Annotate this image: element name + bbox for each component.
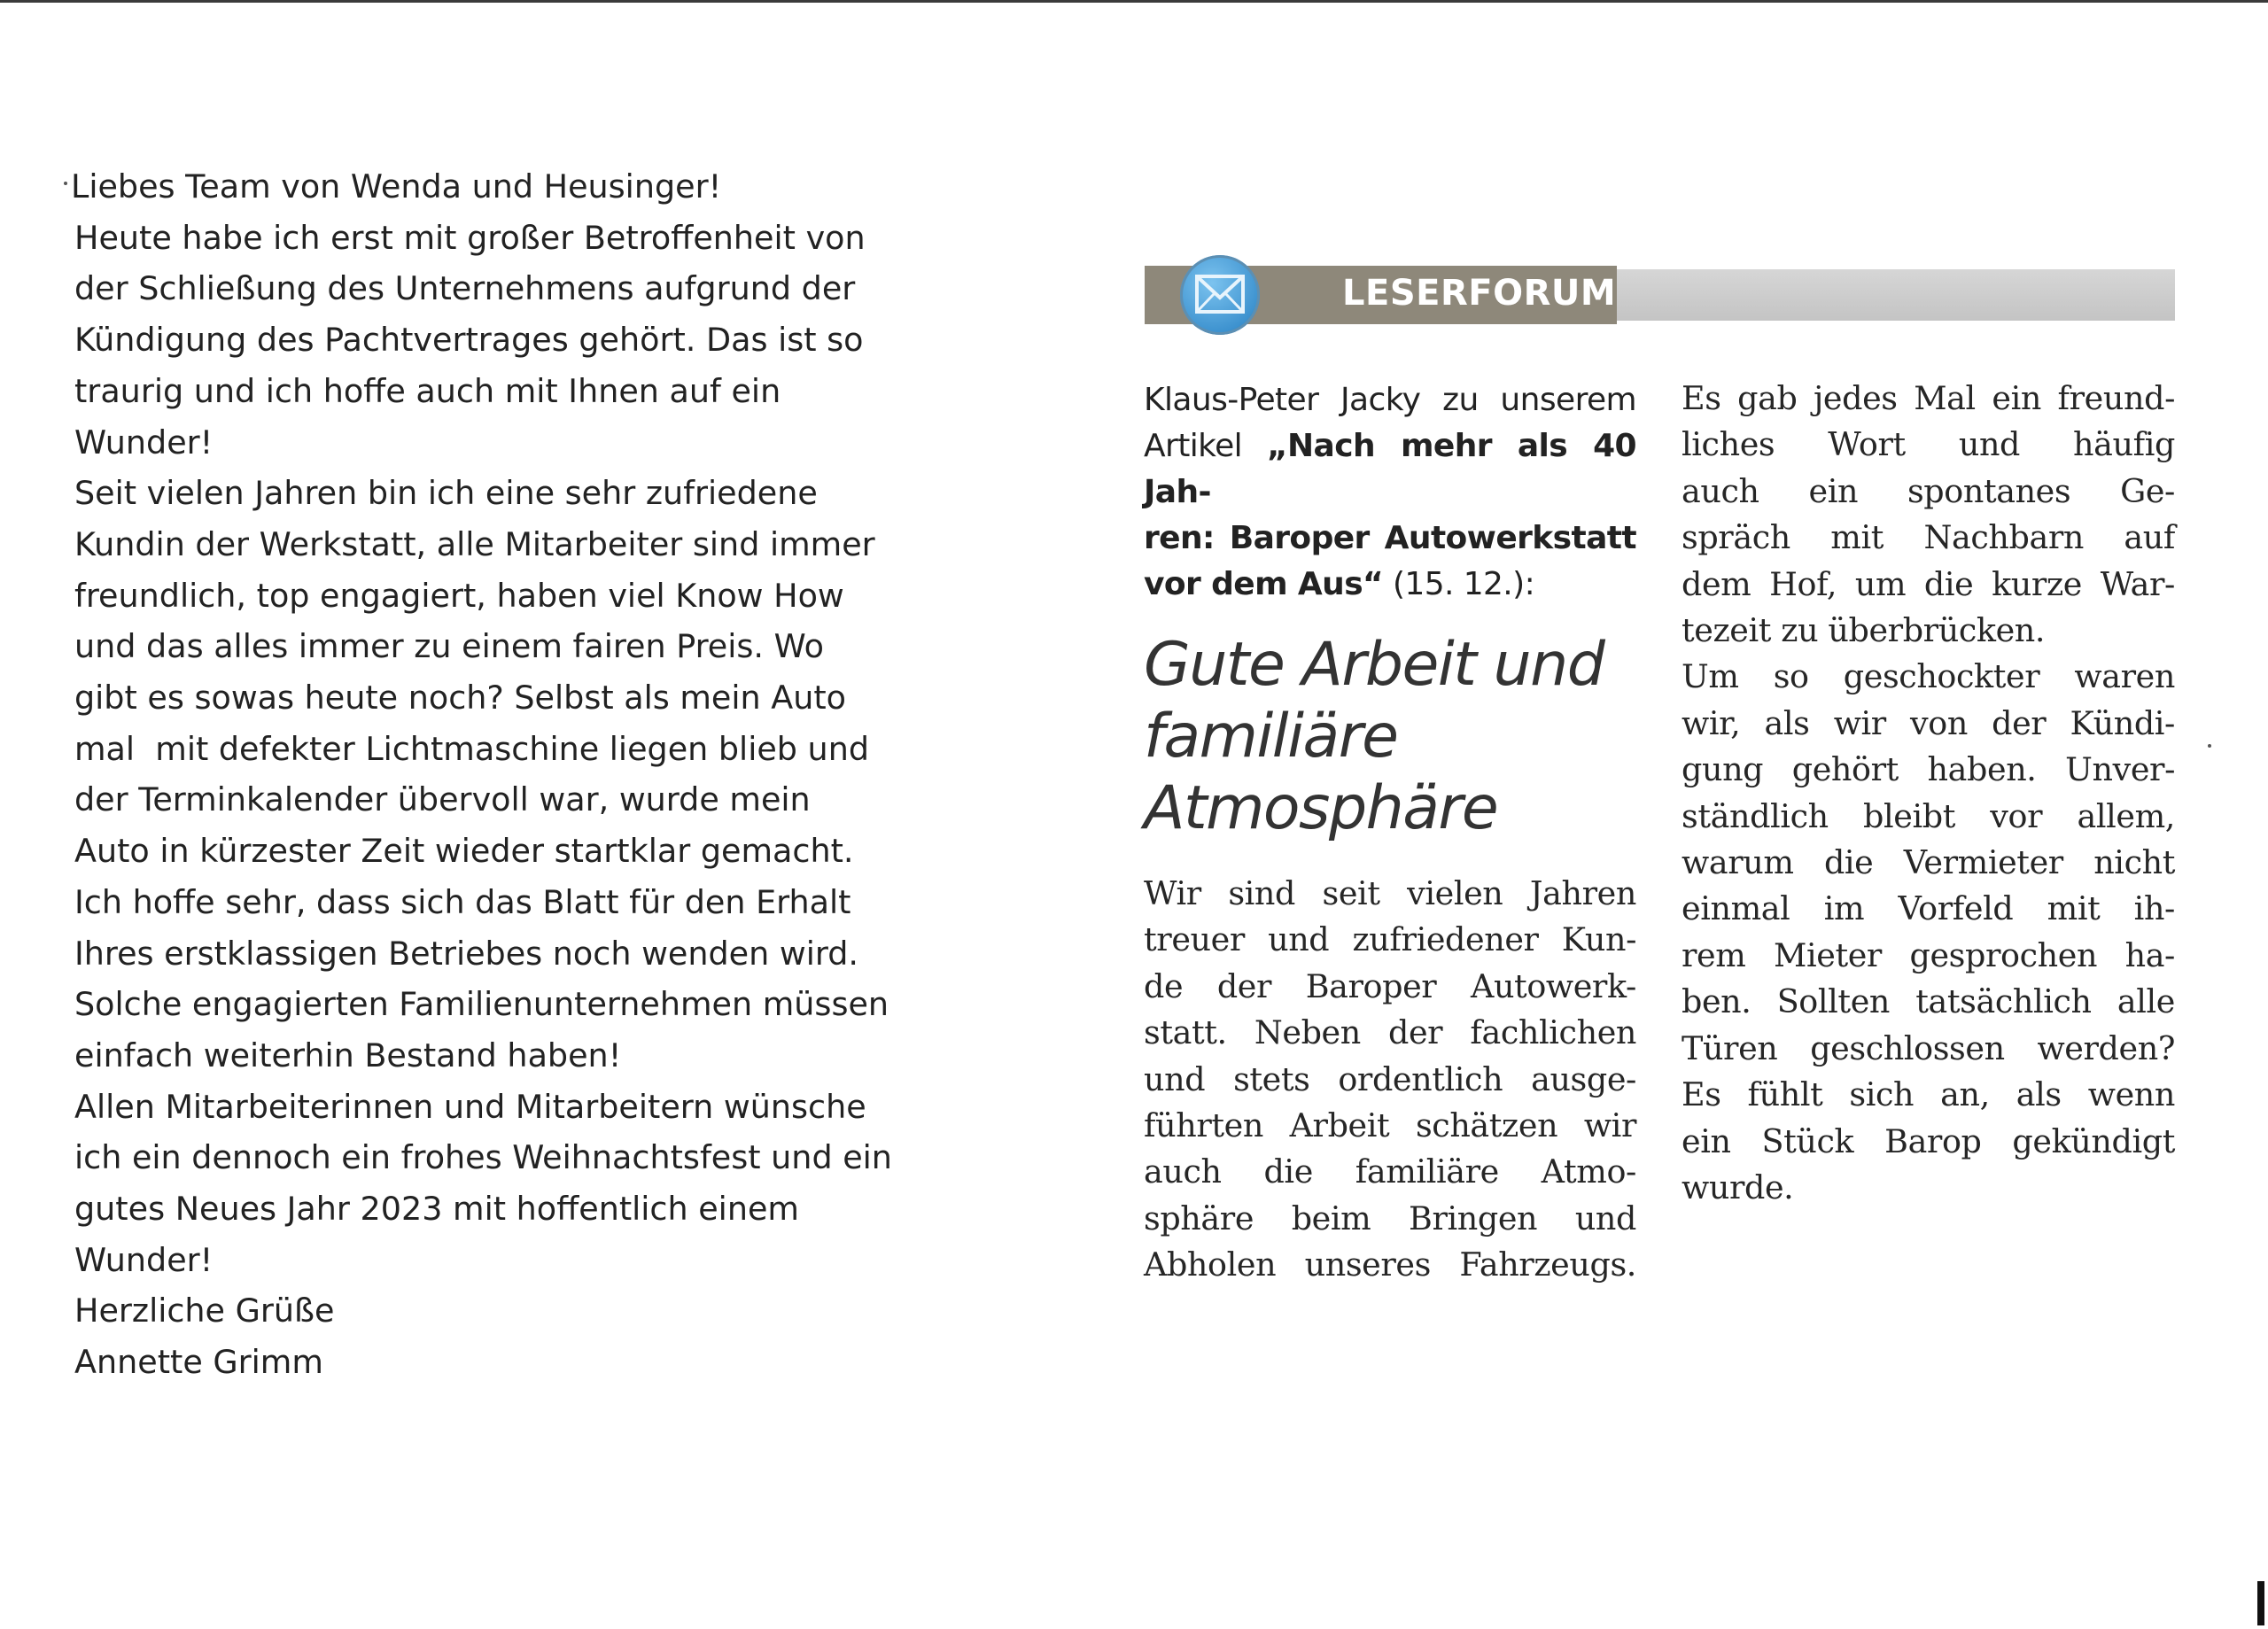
letter-line: Solche engagierten Familienunternehmen müssen	[74, 985, 889, 1024]
body-line: und stets ordentlich ausge-	[1144, 1059, 1636, 1098]
letter-line: traurig und ich hoffe auch mit Ihnen auf ein	[74, 371, 781, 410]
body-line: Es gab jedes Mal ein freund-	[1682, 379, 2175, 417]
body-line: liches Wort und häufig	[1682, 425, 2175, 464]
clipping-column-left	[1144, 377, 1636, 1289]
letter-line: einfach weiterhin Bestand haben!	[74, 1036, 622, 1074]
body-line: warum die Vermieter nicht	[1682, 843, 2175, 882]
body-line: führten Arbeit schätzen wir	[1144, 1106, 1636, 1145]
headline-line: Atmosphäre	[1144, 773, 1498, 843]
body-line: wurde.	[1682, 1167, 1794, 1206]
letter-line: und das alles immer zu einem fairen Preis. Wo	[74, 627, 824, 666]
body-line: auch die familiäre Atmo-	[1144, 1152, 1636, 1191]
letter-line: ich ein dennoch ein frohes Weihnachtsfest und ein	[74, 1138, 892, 1177]
body-line: de der Baroper Autowerk-	[1144, 966, 1636, 1005]
article-reference: ren: Baroper Autowerkstatt	[1144, 520, 1636, 556]
reader-letter	[71, 161, 951, 1388]
scan-speck	[64, 182, 67, 185]
article-intro	[1144, 377, 1636, 608]
article-headline	[1144, 629, 1636, 844]
body-line: Es fühlt sich an, als wenn	[1682, 1075, 2175, 1114]
body-line: auch ein spontanes Ge-	[1682, 471, 2175, 510]
article-date: (15. 12.):	[1383, 566, 1535, 602]
body-line: Wir sind seit vielen Jahren	[1144, 874, 1636, 912]
banner-title: LESERFORUM	[1342, 273, 1617, 314]
body-line: ein Stück Barop gekündigt	[1682, 1121, 2175, 1160]
leserforum-banner	[1145, 262, 2175, 326]
letter-signature: Annette Grimm	[74, 1343, 323, 1382]
body-line: tezeit zu überbrücken.	[1682, 611, 2046, 650]
body-line: treuer und zufriedener Kun-	[1144, 920, 1636, 959]
body-line: dem Hof, um die kurze War-	[1682, 564, 2175, 603]
body-line: Türen geschlossen werden?	[1682, 1028, 2175, 1067]
body-line: Um so geschockter waren	[1682, 657, 2175, 696]
letter-line: Auto in kürzester Zeit wieder startklar gemacht.	[74, 832, 854, 871]
body-line: statt. Neben der fachlichen	[1144, 1013, 1636, 1052]
letter-greeting: Herzliche Grüße	[74, 1292, 335, 1330]
banner-light-segment	[1617, 269, 2175, 321]
letter-line: Kundin der Werkstatt, alle Mitarbeiter sind immer	[74, 524, 875, 563]
letter-line: Kündigung des Pachtvertrages gehört. Das ist so	[74, 321, 864, 360]
intro-line	[1144, 423, 1636, 516]
intro-line	[1144, 562, 1636, 608]
letter-line: mal mit defekter Lichtmaschine liegen blieb und	[74, 729, 869, 768]
letter-line: der Terminkalender übervoll war, wurde mein	[74, 780, 811, 819]
intro-line	[1144, 516, 1636, 562]
letter-line: Wunder!	[74, 1240, 214, 1279]
body-line: rem Mieter gesprochen ha-	[1682, 935, 2175, 974]
clipping-column-right	[1682, 376, 2175, 1211]
body-line: einmal im Vorfeld mit ih-	[1682, 889, 2175, 928]
article-reference: „Nach mehr als 40 Jah-	[1144, 428, 1637, 510]
article-reference: vor dem Aus“	[1144, 566, 1384, 602]
body-line: wir, als wir von der Kündi-	[1682, 703, 2175, 742]
intro-line: Klaus-Peter Jacky zu unserem	[1144, 382, 1636, 418]
letter-line: Wunder!	[74, 423, 214, 462]
body-line: ben. Sollten tatsächlich alle	[1682, 982, 2175, 1021]
letter-line: Ihres erstklassigen Betriebes noch wenden wird.	[74, 934, 859, 973]
body-line: spräch mit Nachbarn auf	[1682, 518, 2175, 557]
headline-line: familiäre	[1144, 702, 1398, 772]
body-line: gung gehört haben. Unver-	[1682, 750, 2175, 789]
scan-top-edge	[0, 0, 2268, 3]
letter-line: Liebes Team von Wenda und Heusinger!	[71, 167, 722, 206]
letter-line: Allen Mitarbeiterinnen und Mitarbeitern wünsche	[74, 1087, 866, 1126]
scan-speck	[2208, 744, 2211, 748]
letter-line: der Schließung des Unternehmens aufgrund der	[74, 269, 856, 308]
article-body-left	[1144, 871, 1636, 1289]
headline-line: Gute Arbeit und	[1144, 630, 1604, 700]
letter-line: gibt es sowas heute noch? Selbst als mein Auto	[74, 679, 847, 718]
letter-line: gutes Neues Jahr 2023 mit hoffentlich einem	[74, 1190, 799, 1229]
letter-line: Seit vielen Jahren bin ich eine sehr zufriedene	[74, 474, 818, 513]
letter-line: Heute habe ich erst mit großer Betroffenheit von	[74, 218, 866, 257]
envelope-icon	[1180, 255, 1260, 335]
body-line: sphäre beim Bringen und	[1144, 1198, 1636, 1237]
body-line: ständlich bleibt vor allem,	[1682, 796, 2175, 835]
scan-corner-mark	[2257, 1581, 2264, 1625]
newspaper-clipping	[1138, 239, 2175, 1284]
letter-line: Ich hoffe sehr, dass sich das Blatt für den Erhalt	[74, 882, 851, 921]
letter-line: freundlich, top engagiert, haben viel Know How	[74, 576, 844, 615]
body-line: Abholen unseres Fahrzeugs.	[1144, 1245, 1636, 1284]
article-body-right	[1682, 376, 2175, 1211]
intro-text: Artikel	[1144, 428, 1267, 464]
